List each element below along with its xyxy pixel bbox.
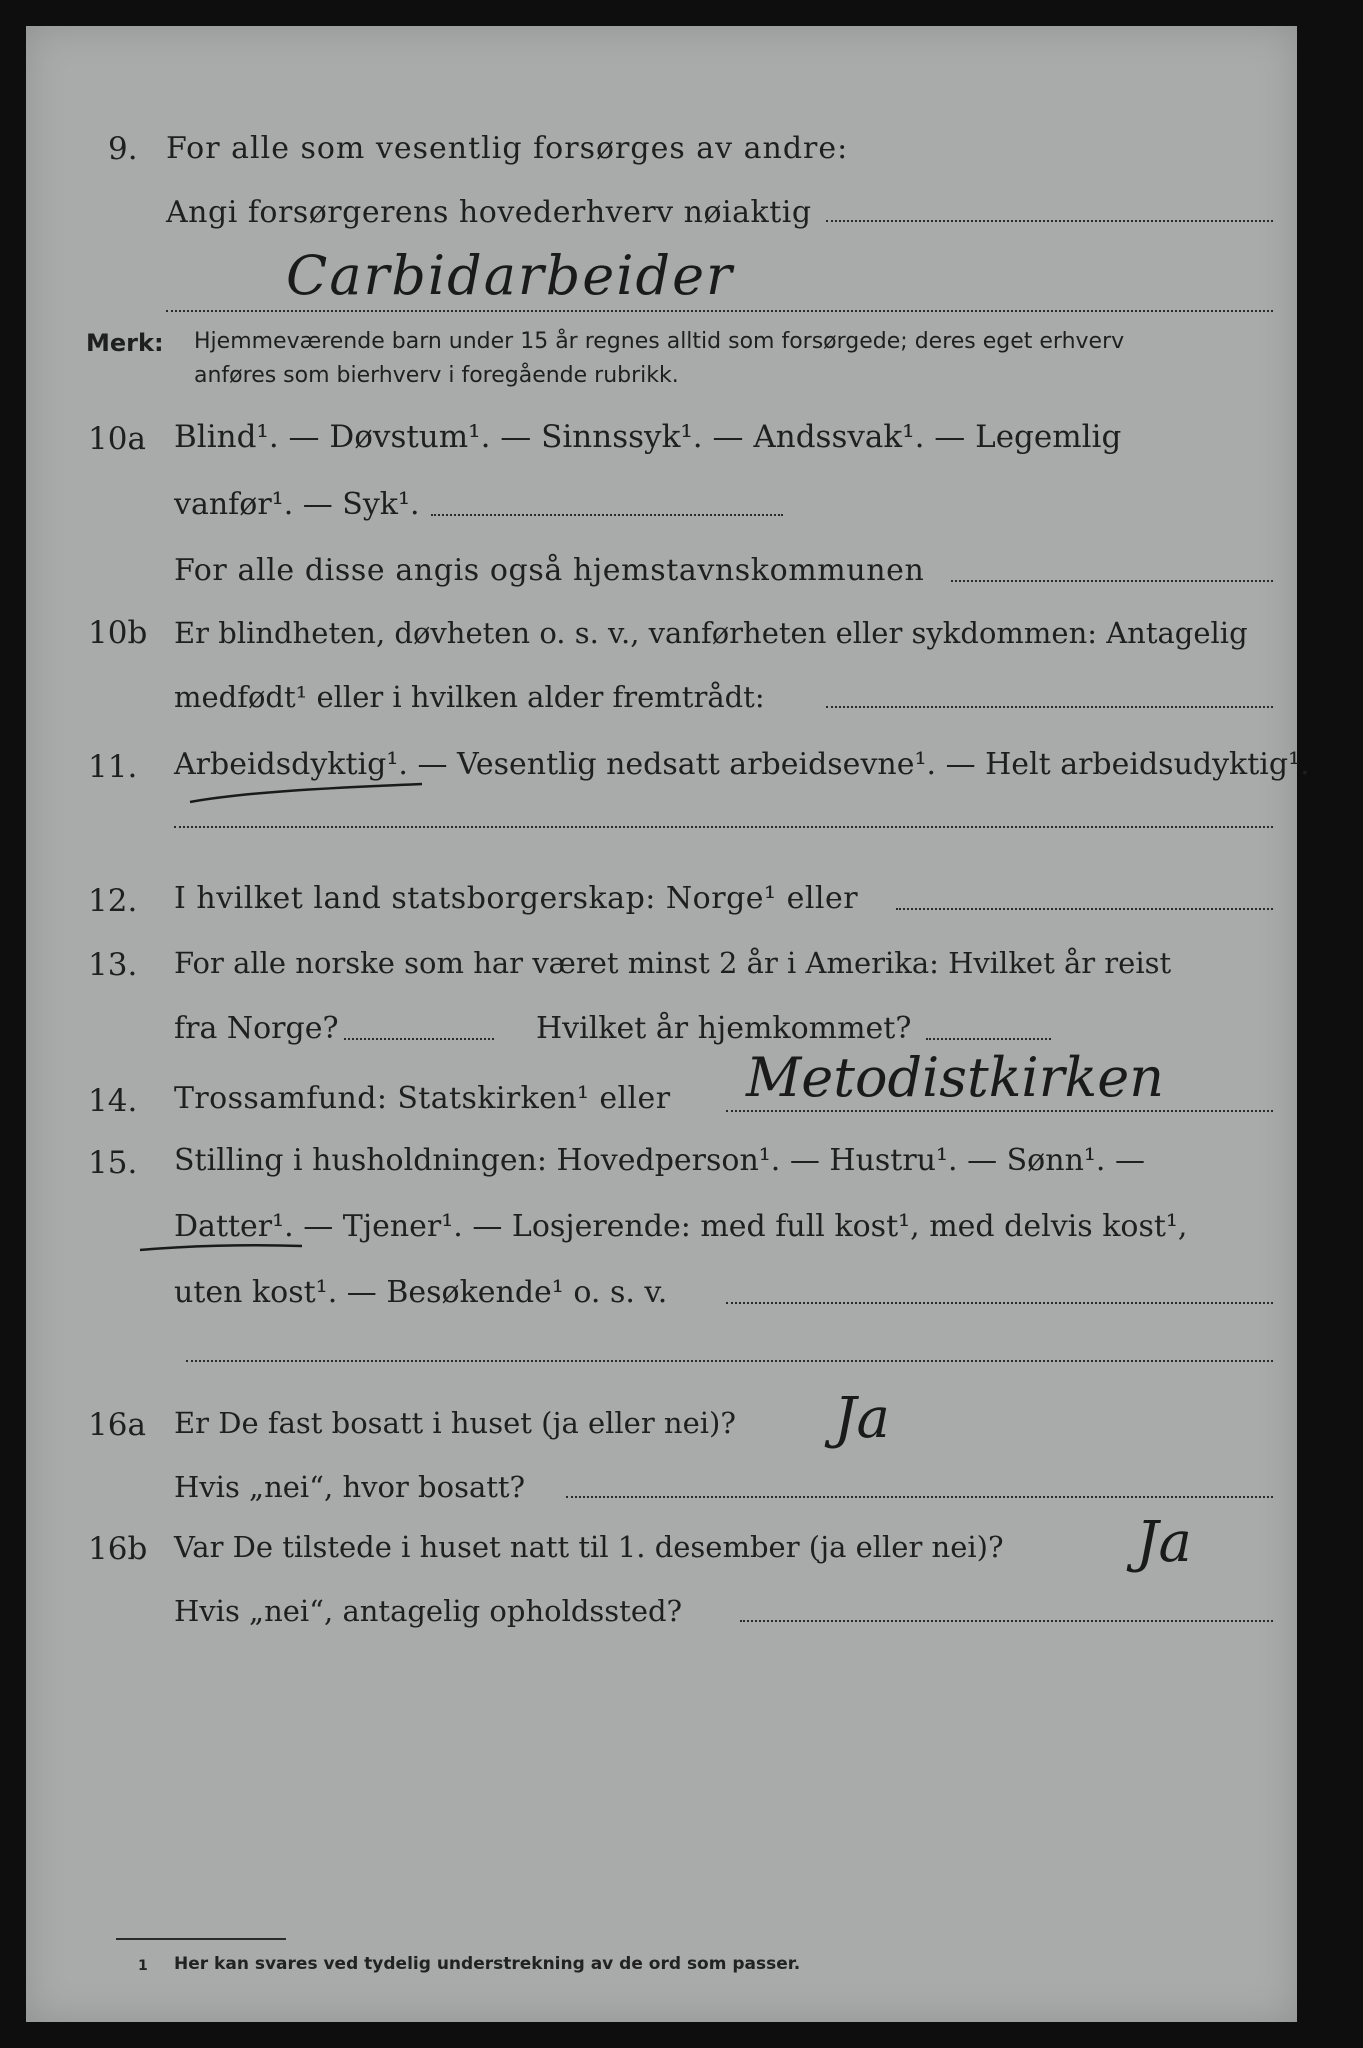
q9-line2: Angi forsørgerens hovederhverv nøiaktig [166,195,812,230]
q10a-syk-line [431,514,783,516]
q10a-number: 10a [88,421,146,457]
footnote-rule [116,1938,286,1940]
q14-handwritten-answer: Metodistkirken [746,1046,1164,1109]
q16a-handwritten-answer: Ja [834,1386,890,1451]
q16b-number: 16b [88,1531,148,1567]
q10a-kommune-line [951,580,1273,582]
q12-line1: I hvilket land statsborgerskap: Norge¹ eller [174,881,859,916]
q15-line1: Stilling i husholdningen: Hovedperson¹. — Hustru¹. — Sønn¹. — [174,1143,1145,1178]
q10a-line3: For alle disse angis også hjemstavnskommunen [174,553,925,588]
q15-dotted-line [186,1360,1273,1362]
q15-underline-stroke [136,1236,306,1256]
q12-number: 12. [88,883,138,919]
q13-reist-line [344,1038,494,1040]
q11-dotted-line [174,826,1273,828]
q16a-number: 16a [88,1407,146,1443]
q9-handwritten-answer: Carbidarbeider [286,244,734,307]
q16b-opholdssted-line [740,1620,1273,1622]
q16b-line1: Var De tilstede i huset natt til 1. desember (ja eller nei)? [174,1530,1004,1564]
footnote-text: Her kan svares ved tydelig understrekning av de ord som passer. [174,1954,801,1974]
q10b-alder-line [826,706,1273,708]
q13-line1: For alle norske som har været minst 2 år i Amerika: Hvilket år reist [174,946,1172,980]
q15-number: 15. [88,1145,138,1181]
q13-number: 13. [88,947,138,983]
q10b-line1: Er blindheten, døvheten o. s. v., vanførheten eller sykdommen: Antagelig [174,616,1248,650]
q15-line2: Datter¹. — Tjener¹. — Losjerende: med full kost¹, med delvis kost¹, [174,1209,1188,1244]
q9-line1: For alle som vesentlig forsørges av andre: [166,131,849,166]
q14-dotted-line [726,1110,1273,1112]
q9-number: 9. [108,131,138,167]
q13-line2b: Hvilket år hjemkommet? [536,1011,912,1046]
q10a-line2: vanfør¹. — Syk¹. [174,487,420,522]
q11-line1: Arbeidsdyktig¹. — Vesentlig nedsatt arbeidsevne¹. — Helt arbeidsudyktig¹. [174,747,1310,782]
merk-line1: Hjemmeværende barn under 15 år regnes alltid som forsørgede; deres eget erhverv [194,329,1125,354]
q15-line3: uten kost¹. — Besøkende¹ o. s. v. [174,1275,668,1310]
merk-line2: anføres som bierhverv i foregående rubrikk. [194,363,679,388]
q16a-line1: Er De fast bosatt i huset (ja eller nei)? [174,1406,736,1440]
q16b-handwritten-answer: Ja [1136,1510,1192,1575]
q14-line1: Trossamfund: Statskirken¹ eller [174,1081,671,1116]
q16a-bosatt-line [566,1496,1273,1498]
q11-underline-stroke [186,778,426,808]
form-page [26,26,1310,2022]
q15-besokende-line [726,1302,1273,1304]
q14-number: 14. [88,1083,138,1119]
q10a-line1: Blind¹. — Døvstum¹. — Sinnssyk¹. — Andssvak¹. — Legemlig [174,419,1122,455]
q12-dotted-line [896,908,1273,910]
q10b-number: 10b [88,615,148,651]
q13-hjemkommet-line [926,1038,1051,1040]
q16b-line2: Hvis „nei“, antagelig opholdssted? [174,1594,683,1628]
q10b-line2: medfødt¹ eller i hvilken alder fremtrådt: [174,680,765,714]
q9-answer-line [166,310,1273,312]
q13-line2a: fra Norge? [174,1011,339,1046]
q16a-line2: Hvis „nei“, hvor bosatt? [174,1470,526,1504]
merk-label: Merk: [86,329,164,357]
q11-number: 11. [88,749,138,785]
q9-dotted-line [826,220,1273,222]
footnote-mark: 1 [138,1958,148,1974]
